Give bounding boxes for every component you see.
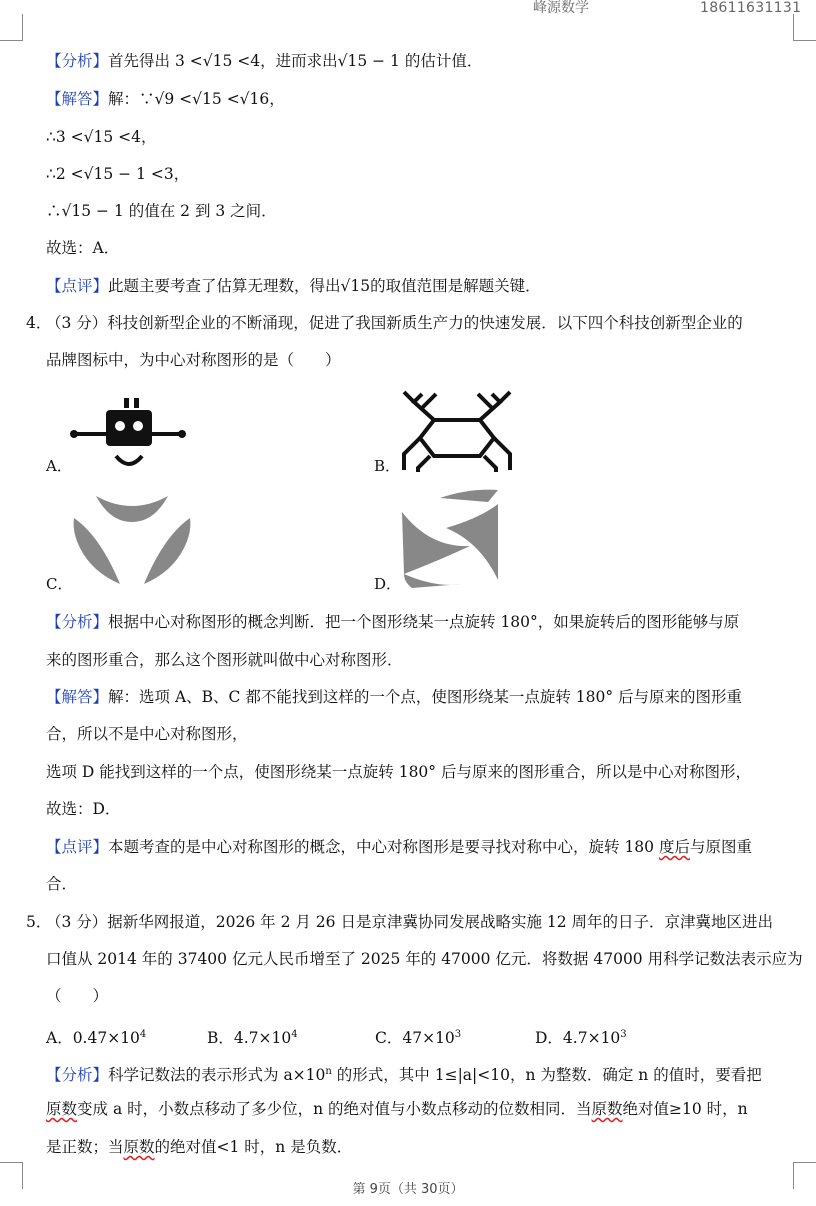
q5-option-b — [207, 1024, 298, 1049]
q5-option-c-text: C．47×10 — [375, 1029, 455, 1048]
q5-analysis-text-2b: 绝对值≥10 时，n — [622, 1100, 748, 1118]
page-footer: 第 9页（共 30页） — [352, 1182, 464, 1197]
q4-choice: 故选：D． — [46, 800, 121, 818]
q3-answer-text: 解：∵√9 <√15 <√16， — [108, 90, 285, 108]
q5-analysis-wavy-1: 原数 — [46, 1100, 78, 1118]
q3-comment-line — [46, 275, 541, 297]
q5-analysis-line-3 — [46, 1136, 352, 1158]
analysis-tag: 【分析】 — [46, 613, 109, 631]
q3-step-2: ∴2 <√15 − 1 <3， — [46, 165, 190, 183]
q4-comment-line-1 — [46, 836, 752, 858]
comment-tag: 【点评】 — [46, 838, 109, 856]
answer-tag: 【解答】 — [46, 90, 109, 108]
q4-analysis-text-1: 根据中心对称图形的概念判断．把一个图形绕某一点旋转 180°，如果旋转后的图形能够与原 — [108, 613, 740, 631]
q5-option-d-text: D．4.7×10 — [535, 1029, 621, 1048]
q4-comment-text-1a: 本题考查的是中心对称图形的概念，中心对称图形是要寻找对称中心，旋转 180 — [108, 838, 659, 856]
q4-stem-line-1: （3 分）科技创新型企业的不断涌现，促进了我国新质生产力的快速发展．以下四个科技创新型企业的 — [46, 314, 743, 332]
analysis-tag: 【分析】 — [46, 52, 109, 70]
q5-analysis-wavy-2: 原数 — [591, 1100, 623, 1118]
q5-analysis-wavy-3: 原数 — [123, 1138, 155, 1156]
q5-option-a — [46, 1024, 146, 1049]
q5-number: 5． — [26, 913, 52, 931]
q5-option-a-exponent: 4 — [139, 1029, 147, 1040]
q4-answer-line-2: 合，所以不是中心对称图形， — [46, 725, 248, 743]
q5-analysis-line-1 — [46, 1061, 762, 1083]
q4-comment-text-1b: 与原图重 — [689, 838, 752, 856]
q5-stem-line-1: （3 分）据新华网报道，2026 年 2 月 26 日是京津冀协同发展战略实施 12 周年的日子．京津冀地区进出 — [46, 913, 774, 931]
q3-step-3: ∴√15 − 1 的值在 2 到 3 之间． — [46, 202, 277, 220]
q5-analysis-text-2a: 变成 a 时，小数点移动了多少位，n 的绝对值与小数点移动的位数相同．当 — [77, 1100, 592, 1118]
q4-option-b-label: B． — [374, 457, 401, 475]
q3-answer-line — [46, 88, 285, 110]
q4-answer-line-1 — [46, 686, 742, 708]
q5-analysis-text-3a: 是正数；当 — [46, 1138, 124, 1156]
crop-mark-top-right — [793, 14, 816, 41]
q3-step-1: ∴3 <√15 <4， — [46, 128, 157, 146]
crab-logo-figure — [400, 384, 514, 474]
q5-option-b-exponent: 4 — [291, 1029, 298, 1040]
analysis-tag: 【分析】 — [46, 1066, 109, 1085]
q3-comment-text: 此题主要考查了估算无理数，得出√15的取值范围是解题关键． — [108, 277, 541, 295]
crop-mark-top-left — [0, 14, 23, 41]
q5-analysis-text-1a: 科学记数法的表示形式为 a×10 — [108, 1066, 326, 1085]
q4-option-a-label: A． — [46, 457, 72, 475]
q4-answer-text-1: 解：选项 A、B、C 都不能找到这样的一个点，使图形绕某一点旋转 180° 后与原来的图形重 — [108, 688, 743, 706]
q4-number: 4． — [26, 314, 52, 332]
three-blade-logo-figure — [70, 492, 194, 588]
q5-option-a-text: A．0.47×10 — [46, 1029, 140, 1048]
header-phone: 18611631131 — [700, 0, 802, 16]
q4-comment-wavy: 度后 — [658, 838, 690, 856]
q5-option-c — [375, 1024, 461, 1049]
swirl-logo-figure — [400, 488, 502, 590]
q5-option-d-exponent: 3 — [620, 1029, 627, 1040]
q3-choice: 故选：A． — [46, 239, 120, 257]
header-brand: 峰源数学 — [533, 0, 589, 16]
comment-tag: 【点评】 — [46, 277, 109, 295]
q5-analysis-line-2 — [46, 1098, 748, 1120]
q3-analysis-text: 首先得出 3 <√15 <4，进而求出√15 − 1 的估计值． — [108, 52, 483, 70]
q4-option-d-label: D． — [374, 575, 402, 593]
q4-stem-line-2: 品牌图标中，为中心对称图形的是（ ） — [46, 351, 341, 369]
q5-analysis-exponent: n — [325, 1066, 332, 1077]
q5-option-c-exponent: 3 — [454, 1029, 462, 1040]
robot-logo-figure — [70, 396, 190, 474]
q5-analysis-text-3b: 的绝对值<1 时，n 是负数． — [154, 1138, 353, 1156]
q4-answer-line-3: 选项 D 能找到这样的一个点，使图形绕某一点旋转 180° 后与原来的图形重合，所以是中心对称图形， — [46, 763, 751, 781]
q4-analysis-line-1 — [46, 611, 739, 633]
q5-option-d — [535, 1024, 627, 1049]
answer-tag: 【解答】 — [46, 688, 109, 706]
q5-stem-line-3: （ ） — [46, 987, 109, 1005]
q5-option-b-text: B．4.7×10 — [207, 1029, 292, 1048]
q4-option-c-label: C． — [46, 575, 73, 593]
q5-stem-line-2: 口值从 2014 年的 37400 亿元人民币增至了 2025 年的 47000 亿元．将数据 47000 用科学记数法表示应为 — [46, 950, 803, 968]
q5-analysis-text-1b: 的形式，其中 1≤|a|<10，n 为整数．确定 n 的值时，要看把 — [331, 1066, 762, 1085]
q4-analysis-line-2: 来的图形重合，那么这个图形就叫做中心对称图形． — [46, 651, 403, 669]
q4-comment-line-2: 合． — [46, 875, 78, 893]
q3-analysis-line — [46, 50, 482, 72]
